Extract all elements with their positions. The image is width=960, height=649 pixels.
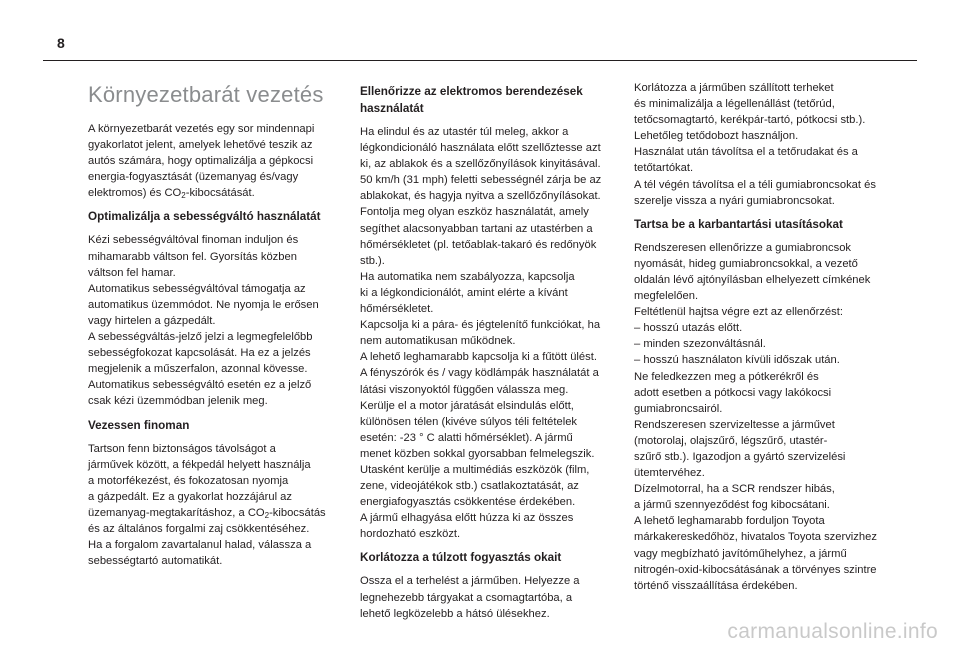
heading-drive-smoothly: Vezessen finoman <box>88 418 190 432</box>
paragraph-electrical-equipment: Ha elindul és az utastér túl meleg, akkor a légkondicionáló használata előtt szellőztesse azt ki, az ablakok és a szellőzőnyílások kinyitásával. 50 km/h (31 mph) feletti sebességnél zárja be az ablakokat, és hagyja nyitva a szellőzőnyílásokat. Fontolja meg olyan eszköz használatát, amely segíthet alacsonyabban tartani az utastérben a hőmérsékletet (pl. tetőablak-takaró és redőnyök stb.). Ha automatika nem szabályozza, kapcsolja ki a légkondicionálót, amint elérte a kívánt hőmérsékletet. Kapcsolja ki a pára- és jégtelenítő funkciókat, ha nem automatikusan működnek. A lehető leghamarabb kapcsolja ki a fűtött ülést. A fényszórók és / vagy ködlámpák használatát a látási viszonyoktól függően válassza meg. Kerülje el a motor járatását elsindulás előtt, különösen télen (kivéve súlyos téli feltételek esetén: -23 ° C alatti hőmérséklet). A jármű menet közben sokkal gyorsabban felmelegszik. Utasként kerülje a multimédiás eszközök (film, zene, videojátékok stb.) csatlakoztatását, az energiafogyasztás csökkentése érdekében. A jármű elhagyása előtt húzza ki az összes hordozható eszközt. <box>360 126 602 541</box>
heading-gear-usage: Optimalizálja a sebességváltó használatát <box>88 210 321 224</box>
co2-subscript: 2 <box>181 191 186 201</box>
column-middle <box>360 80 622 629</box>
intro-paragraph: A környezetbarát vezetés egy sor mindennapi gyakorlatot jelent, amelyek lehetővé teszik az autós számára, hogy optimalizálja a gépkocsi energia-fogyasztását (üzemanyag és/vagy elektromos) és $CO_2$-kibocsátását. <box>88 123 315 201</box>
heading-maintenance: Tartsa be a karbantartási utasításokat <box>634 217 843 231</box>
paragraph-load-reduction: Korlátozza a járműben szállított terheket és minimalizálja a légellenállást (tetőrúd, tetőcsomagtartó, kerékpár-tartó, pótkocsi stb.). Lehetőleg tetődobozt használjon. Használat után távolítsa el a tetőrudakat és a tetőtartókat. A tél végén távolítsa el a téli gumiabroncsokat és szerelje vissza a nyári gumiabroncsokat. <box>634 82 876 207</box>
paragraph-drive-smoothly: Tartson fenn biztonságos távolságot a járművek között, a fékpedál helyett használja a motorfékezést, és fokozatosan nyomja a gázpedált. Ez a gyakorlat hozzájárul az üzemanyag-megtakarításhoz, a $CO_2$-kibocsátás és az általános forgalmi zaj csökkentéséhez. Ha a forgalom zavartalanul halad, válassza a sebességtartó automatikát. <box>88 442 326 568</box>
watermark: carmanualsonline.info <box>727 620 938 643</box>
paragraph-maintenance: Rendszeresen ellenőrizze a gumiabroncsok nyomását, hideg gumiabroncsokkal, a vezető oldalán lévő ajtónyílásban elhelyezett címkének megfelelően. Feltétlenül hajtsa végre ezt az ellenőrzést: – hosszú utazás előtt. – minden szezonváltásnál. – hosszú használaton kívüli időszak után. Ne feledkezzen meg a pótkerékről és adott esetben a pótkocsi vagy lakókocsi gumiabroncsairól. Rendszeresen szervizeltesse a járművet (motorolaj, olajszűrő, légszűrő, utastér- szűrő stb.). Igazodjon a gyártó szervizelési ütemtervéhez. Dízelmotorral, ha a SCR rendszer hibás, a jármű szennyeződést fog kibocsátani. A lehető leghamarabb forduljon Toyota márkakereskedőhöz, hivatalos Toyota szervizhez vagy megbízható javítóműhelyhez, a jármű nitrogén-oxid-kibocsátásának a törvényes szintre történő visszaállítása érdekében. <box>634 241 877 592</box>
heading-electrical-equipment: Ellenőrizze az elektromos berendezések használatát <box>360 85 583 115</box>
page-title: Környezetbarát vezetés <box>88 82 324 107</box>
paragraph-gear-usage: Kézi sebességváltóval finoman induljon és mihamarabb váltson fel. Gyorsítás közben váltson fel hamar. Automatikus sebességváltóval támogatja az automatikus üzemmódot. Ne nyomja le erősen vagy hirtelen a gázpedált. A sebességváltás-jelző jelzi a legmegfelelőbb sebességfokozat kapcsolását. Ha ez a jelzés megjelenik a műszerfalon, azonnal kövesse. Automatikus sebességváltó esetén ez a jelző csak kézi üzemmódban jelenik meg. <box>88 234 319 408</box>
page-number: 8 <box>57 35 65 51</box>
header-rule <box>43 60 917 61</box>
heading-limit-consumption: Korlátozza a túlzott fogyasztás okait <box>360 551 562 565</box>
co2-subscript: 2 <box>264 510 270 520</box>
paragraph-limit-consumption: Ossza el a terhelést a járműben. Helyezze a legnehezebb tárgyakat a csomagtartóba, a lehető legközelebb a hátsó ülésekhez. <box>360 575 580 620</box>
column-right <box>634 80 900 601</box>
column-left <box>88 80 340 576</box>
